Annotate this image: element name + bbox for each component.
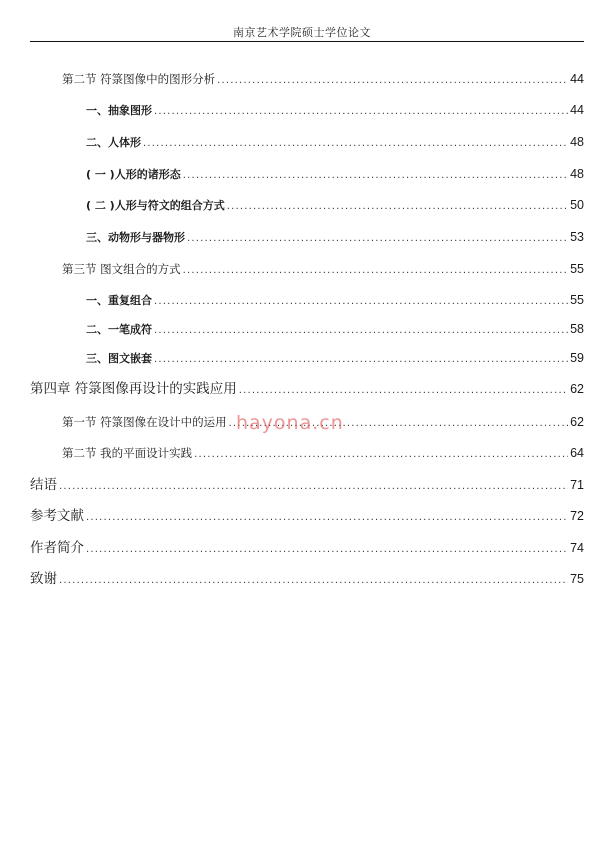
toc-entry-title: 参考文献 — [30, 508, 84, 524]
toc-entry[interactable] — [30, 570, 584, 588]
dot-leader — [154, 351, 568, 369]
dot-leader — [154, 103, 568, 121]
toc-entry[interactable] — [86, 349, 584, 367]
toc-page-number: 59 — [570, 351, 584, 365]
toc-entry[interactable] — [86, 228, 584, 246]
dot-leader — [86, 509, 568, 527]
toc-entry[interactable] — [86, 133, 584, 151]
toc-entry-title: 第一节 符箓图像在设计中的运用 — [62, 415, 227, 429]
toc-page-number: 72 — [570, 509, 584, 523]
toc-entry-title: 二、一笔成符 — [86, 323, 152, 336]
toc-page-number: 48 — [570, 167, 584, 181]
dot-leader — [239, 382, 568, 400]
toc-entry[interactable] — [86, 196, 584, 214]
toc-entry[interactable] — [86, 291, 584, 309]
toc-entry-title: 第二节 符箓图像中的图形分析 — [62, 72, 216, 86]
toc-entry[interactable] — [86, 320, 584, 338]
dot-leader — [183, 167, 568, 185]
toc-entry-title: 一、抽象图形 — [86, 104, 152, 117]
toc-entry-title: 结语 — [30, 477, 57, 493]
toc-page-number: 48 — [570, 135, 584, 149]
dot-leader — [227, 198, 568, 216]
toc-page-number: 62 — [570, 382, 584, 396]
toc-page-number: 75 — [570, 572, 584, 586]
site-watermark: hayona.cn — [236, 412, 344, 434]
toc-entry-title: 三、动物形与器物形 — [86, 231, 185, 244]
toc-entry-title: 致谢 — [30, 571, 57, 587]
toc-page-number: 44 — [570, 103, 584, 117]
toc-entry-title: 三、图文嵌套 — [86, 352, 152, 365]
toc-entry-title: 二、人体形 — [86, 136, 141, 149]
toc-page-number: 62 — [570, 415, 584, 429]
toc-entry[interactable] — [30, 380, 584, 398]
dot-leader — [143, 135, 568, 153]
toc-page-number: 44 — [570, 72, 584, 86]
dot-leader — [194, 446, 568, 464]
toc-entry-title: 作者简介 — [30, 540, 84, 556]
dot-leader — [59, 478, 568, 496]
toc-page-number: 74 — [570, 541, 584, 555]
toc-entry-title: 一、重复组合 — [86, 294, 152, 307]
toc-page-number: 55 — [570, 262, 584, 276]
toc-entry[interactable] — [30, 539, 584, 557]
toc-entry[interactable] — [86, 101, 584, 119]
dot-leader — [217, 72, 568, 90]
toc-entry[interactable] — [62, 444, 584, 462]
toc-entry[interactable] — [86, 165, 584, 183]
toc-entry[interactable] — [30, 507, 584, 525]
toc-page-number: 53 — [570, 230, 584, 244]
toc-page-number: 64 — [570, 446, 584, 460]
dot-leader — [59, 572, 568, 590]
dot-leader — [187, 230, 568, 248]
dot-leader — [154, 322, 568, 340]
toc-entry-title: 第三节 图文组合的方式 — [62, 262, 181, 276]
toc-page-number: 58 — [570, 322, 584, 336]
dot-leader — [183, 262, 568, 280]
header-rule — [30, 41, 584, 42]
toc-page-number: 50 — [570, 198, 584, 212]
toc-entry-title: ( 一 )人形的诸形态 — [86, 168, 181, 181]
toc-entry-title: 第二节 我的平面设计实践 — [62, 446, 193, 460]
toc-entry[interactable] — [62, 70, 584, 88]
toc-entry[interactable] — [30, 476, 584, 494]
toc-page-number: 71 — [570, 478, 584, 492]
toc-entry[interactable] — [62, 260, 584, 278]
toc-entry-title: 第四章 符箓图像再设计的实践应用 — [30, 381, 237, 397]
running-header: 南京艺术学院硕士学位论文 — [233, 26, 371, 39]
dot-leader — [86, 541, 568, 559]
toc-page-number: 55 — [570, 293, 584, 307]
toc-entry-title: ( 二 )人形与符文的组合方式 — [86, 199, 225, 212]
dot-leader — [154, 293, 568, 311]
